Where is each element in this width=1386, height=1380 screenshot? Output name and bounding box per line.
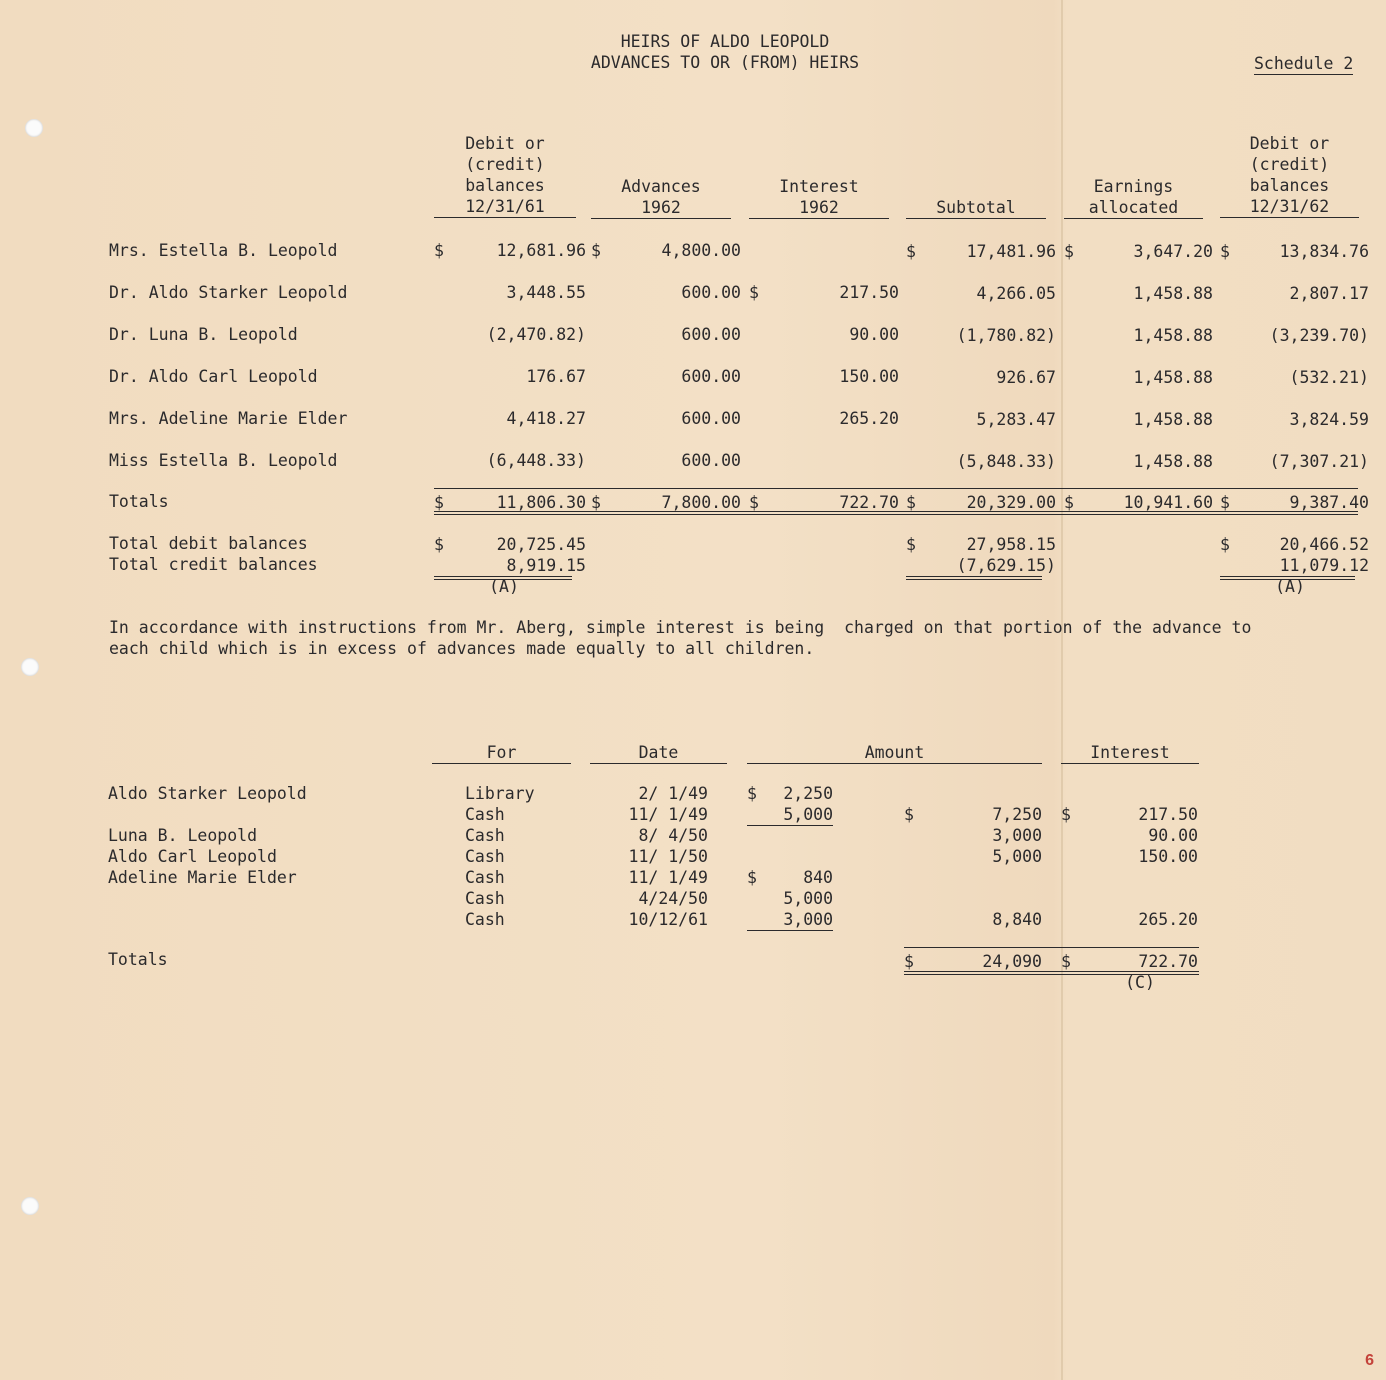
cell-value: (7,307.21) <box>1269 452 1369 471</box>
purpose: Cash <box>465 889 505 908</box>
cell-value: 11,806.30 <box>496 493 586 512</box>
cell-value: 90.00 <box>849 325 899 344</box>
purpose: Cash <box>465 847 505 866</box>
advance-date: 8/ 4/50 <box>638 826 708 845</box>
cell-value: 217.50 <box>839 283 899 302</box>
credit-value: (7,629.15) <box>956 556 1056 575</box>
total-amount: 24,090 <box>982 952 1042 971</box>
dollar-sign: $ <box>906 535 916 554</box>
amount-subtotal: 8,840 <box>992 910 1042 929</box>
cell-value: 600.00 <box>681 283 741 302</box>
totals-label: Totals <box>108 950 168 969</box>
total-interest: 722.70 <box>1138 952 1198 971</box>
cell-value: 4,266.05 <box>976 284 1056 303</box>
cell-value: 3,824.59 <box>1289 410 1369 429</box>
cell-value: 1,458.88 <box>1133 452 1213 471</box>
advance-amount: 3,000 <box>783 910 833 929</box>
cell-value: (6,448.33) <box>486 451 586 470</box>
cell-value: 10,941.60 <box>1123 493 1213 512</box>
amount-subtotal: 3,000 <box>992 826 1042 845</box>
dollar-sign: $ <box>1061 805 1071 824</box>
cell-value: 600.00 <box>681 367 741 386</box>
interest-value: 90.00 <box>1148 826 1198 845</box>
page-number: 6 <box>1365 1352 1374 1369</box>
dollar-sign: $ <box>1061 952 1071 971</box>
punch-hole <box>21 658 39 676</box>
advance-amount: 5,000 <box>783 889 833 908</box>
cell-value: 13,834.76 <box>1279 242 1369 261</box>
debit-label: Total debit balances <box>109 534 308 553</box>
cell-value: 4,418.27 <box>506 409 586 428</box>
totals-double-rule <box>434 514 1358 515</box>
reference-mark: (A) <box>1275 577 1305 596</box>
dollar-sign: $ <box>1064 493 1074 512</box>
balance-rule <box>906 576 1042 577</box>
totals-rule-top <box>904 947 1199 948</box>
debit-value: 20,466.52 <box>1279 535 1369 554</box>
dollar-sign: $ <box>747 784 757 803</box>
heir-name: Adeline Marie Elder <box>108 868 297 887</box>
amount-subtotal: 7,250 <box>992 805 1042 824</box>
note-line-1: In accordance with instructions from Mr. Aberg, simple interest is being charged on that portion of the advance to <box>109 618 1252 637</box>
column-header-line: allocated <box>1064 198 1203 219</box>
dollar-sign: $ <box>1220 242 1230 261</box>
column-header-line: Debit or <box>465 134 545 153</box>
credit-value: 11,079.12 <box>1279 556 1369 575</box>
column-header-line: balances <box>1249 176 1330 195</box>
paper-fold <box>1061 0 1063 1380</box>
dollar-sign: $ <box>749 493 759 512</box>
schedule-label: Schedule 2 <box>1254 54 1354 73</box>
dollar-sign: $ <box>747 868 757 887</box>
cell-value: 722.70 <box>839 493 899 512</box>
dollar-sign: $ <box>906 493 916 512</box>
credit-value: 8,919.15 <box>506 556 586 575</box>
advance-date: 11/ 1/50 <box>628 847 708 866</box>
heir-name: Aldo Starker Leopold <box>108 784 307 803</box>
advance-date: 2/ 1/49 <box>638 784 708 803</box>
reference-mark: (C) <box>1125 973 1155 992</box>
header-amount: Amount <box>747 742 1042 764</box>
cell-value: 9,387.40 <box>1289 493 1369 512</box>
punch-hole <box>21 1197 39 1215</box>
cell-value: (5,848.33) <box>956 452 1056 471</box>
advance-amount: 5,000 <box>783 805 833 824</box>
document-title: HEIRS OF ALDO LEOPOLD <box>620 32 830 51</box>
cell-value: 20,329.00 <box>966 493 1056 512</box>
debit-value: 20,725.45 <box>496 535 586 554</box>
purpose: Cash <box>465 805 505 824</box>
cell-value: 1,458.88 <box>1133 284 1213 303</box>
purpose: Cash <box>465 868 505 887</box>
cell-value: 926.67 <box>996 368 1056 387</box>
advance-amount: 840 <box>803 868 833 887</box>
row-label: Mrs. Adeline Marie Elder <box>109 409 348 428</box>
document-subtitle: ADVANCES TO OR (FROM) HEIRS <box>590 53 860 72</box>
advance-date: 4/24/50 <box>638 889 708 908</box>
row-label: Mrs. Estella B. Leopold <box>109 241 338 260</box>
column-header-line: balances <box>465 176 545 195</box>
cell-value: 7,800.00 <box>661 493 741 512</box>
interest-value: 265.20 <box>1138 910 1198 929</box>
interest-value: 217.50 <box>1138 805 1198 824</box>
column-header-line: Advances <box>621 177 701 196</box>
row-label: Dr. Aldo Carl Leopold <box>109 367 318 386</box>
dollar-sign: $ <box>904 952 914 971</box>
dollar-sign: $ <box>591 493 601 512</box>
purpose: Cash <box>465 826 505 845</box>
cell-value: 600.00 <box>681 409 741 428</box>
dollar-sign: $ <box>906 242 916 261</box>
heir-name: Aldo Carl Leopold <box>108 847 277 866</box>
interest-value: 150.00 <box>1138 847 1198 866</box>
dollar-sign: $ <box>434 535 444 554</box>
purpose: Cash <box>465 910 505 929</box>
dollar-sign: $ <box>749 283 759 302</box>
cell-value: (1,780.82) <box>956 326 1056 345</box>
dollar-sign: $ <box>1220 493 1230 512</box>
dollar-sign: $ <box>591 241 601 260</box>
advance-amount: 2,250 <box>783 784 833 803</box>
column-header-line: (credit) <box>1249 155 1330 174</box>
column-header-line: 12/31/62 <box>1220 197 1359 218</box>
debit-value: 27,958.15 <box>966 535 1056 554</box>
totals-label: Totals <box>109 492 169 511</box>
dollar-sign: $ <box>1064 242 1074 261</box>
advance-date: 11/ 1/49 <box>628 805 708 824</box>
header-for: For <box>432 742 571 764</box>
cell-value: (2,470.82) <box>486 325 586 344</box>
cell-value: 2,807.17 <box>1289 284 1369 303</box>
column-header-line: Subtotal <box>906 198 1046 219</box>
note-line-2: each child which is in excess of advances made equally to all children. <box>109 639 815 658</box>
cell-value: 12,681.96 <box>496 241 586 260</box>
totals-double-rule <box>434 511 1358 512</box>
amount-rule <box>747 930 833 931</box>
cell-value: 3,647.20 <box>1133 242 1213 261</box>
cell-value: (3,239.70) <box>1269 326 1369 345</box>
cell-value: 4,800.00 <box>661 241 741 260</box>
dollar-sign: $ <box>434 493 444 512</box>
cell-value: 5,283.47 <box>976 410 1056 429</box>
purpose: Library <box>465 784 535 803</box>
reference-mark: (A) <box>489 577 519 596</box>
amount-rule <box>747 825 833 826</box>
cell-value: 265.20 <box>839 409 899 428</box>
header-interest: Interest <box>1061 742 1199 764</box>
advance-date: 10/12/61 <box>628 910 708 929</box>
dollar-sign: $ <box>1220 535 1230 554</box>
heir-name: Luna B. Leopold <box>108 826 258 845</box>
credit-label: Total credit balances <box>109 555 318 574</box>
cell-value: 176.67 <box>526 367 586 386</box>
dollar-sign: $ <box>904 805 914 824</box>
advance-date: 11/ 1/49 <box>628 868 708 887</box>
dollar-sign: $ <box>434 241 444 260</box>
punch-hole <box>25 119 43 137</box>
header-date: Date <box>590 742 727 764</box>
row-label: Miss Estella B. Leopold <box>109 451 338 470</box>
totals-rule-top <box>434 488 1358 489</box>
column-header-line: (credit) <box>465 155 545 174</box>
row-label: Dr. Aldo Starker Leopold <box>109 283 348 302</box>
cell-value: 1,458.88 <box>1133 326 1213 345</box>
row-label: Dr. Luna B. Leopold <box>109 325 298 344</box>
amount-subtotal: 5,000 <box>992 847 1042 866</box>
balance-rule <box>906 579 1042 580</box>
column-header-line: 1962 <box>591 198 731 219</box>
column-header-line: 1962 <box>749 198 889 219</box>
cell-value: 600.00 <box>681 451 741 470</box>
cell-value: 17,481.96 <box>966 242 1056 261</box>
column-header-line: 12/31/61 <box>434 197 576 218</box>
cell-value: 1,458.88 <box>1133 410 1213 429</box>
column-header-line: Debit or <box>1249 134 1330 153</box>
cell-value: 600.00 <box>681 325 741 344</box>
column-header-line: Earnings <box>1093 177 1174 196</box>
column-header-line: Interest <box>779 177 859 196</box>
cell-value: 150.00 <box>839 367 899 386</box>
cell-value: 1,458.88 <box>1133 368 1213 387</box>
cell-value: (532.21) <box>1289 368 1369 387</box>
cell-value: 3,448.55 <box>506 283 586 302</box>
